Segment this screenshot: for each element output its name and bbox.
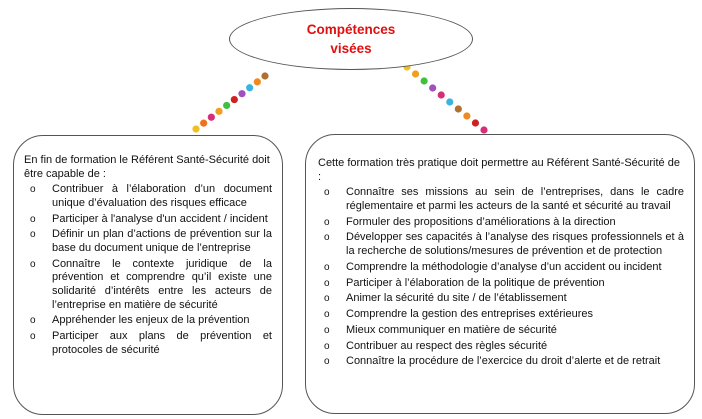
right-connector-dot [455,105,462,112]
bullet-icon: o [324,324,330,336]
left-connector-dot [238,90,245,97]
bullet-icon: o [324,277,330,289]
bullet-icon: o [324,293,330,305]
left-item-text: Participer à l'analyse d'un accident / incident [52,212,268,225]
bullet-icon: o [324,187,330,199]
right-bullet-list [318,186,684,369]
right-item-text: Comprendre la méthodologie d’analyse d’un accident ou incident [346,260,662,273]
title-oval [229,8,473,70]
right-list-item [318,308,684,322]
left-connector-dot [231,96,238,103]
right-connector-dot [429,84,436,91]
left-connector-dot [200,120,207,127]
bullet-icon: o [30,315,36,327]
right-connector-dot [480,126,487,133]
left-connector-dots [192,72,268,132]
bullet-icon: o [324,232,330,244]
left-list-item [24,314,272,328]
bullet-icon: o [30,331,36,343]
right-intro: Cette formation très pratique doit permettre au Référent Santé-Sécurité de : [318,157,680,183]
bullet-icon: o [30,229,36,241]
right-list-item [318,186,684,213]
right-item-text: Animer la sécurité du site / de l’établissement [346,292,567,305]
right-list-item [318,355,684,369]
left-list-item [24,183,272,210]
left-list-item [24,330,272,357]
left-item-text: Participer aux plans de prévention et protocoles de sécurité [52,330,272,356]
right-list-item [318,324,684,338]
left-list-item [24,258,272,312]
left-item-text: Contribuer à l’élaboration d’un document unique d’évaluation des risques efficace [52,183,272,209]
left-list-item [24,213,272,227]
right-list-item [318,216,684,230]
right-item-text: Participer à l’élaboration de la politique de prévention [346,276,605,289]
bullet-icon: o [324,309,330,321]
right-item-text: Développer ses capacités à l’analyse des risques professionnels et à la recherche de solutions/mesures de prévention et de protection [346,231,684,257]
right-connector-dot [412,70,419,77]
right-connector-dot [472,119,479,126]
right-list-item [318,292,684,306]
left-connector-dot [208,114,215,121]
right-item-text: Connaître la procédure de l’exercice du droit d’alerte et de retrait [346,355,661,368]
right-item-text: Formuler des propositions d’améliorations à la direction [346,215,616,228]
left-panel [13,135,283,415]
left-list-item [24,228,272,255]
left-item-text: Appréhender les enjeux de la prévention [52,314,250,327]
right-panel [305,134,695,414]
left-item-text: Définir un plan d’actions de prévention sur la base du document unique de l’entreprise [52,228,272,254]
left-connector-dot [254,78,261,85]
right-list-item [318,340,684,354]
right-connector-dot [463,112,470,119]
left-connector-dot [223,102,230,109]
bullet-icon: o [324,261,330,273]
right-connector-dot [438,91,445,98]
left-connector-dot [192,125,199,132]
bullet-icon: o [324,356,330,368]
bullet-icon: o [324,216,330,228]
right-item-text: Mieux communiquer en matière de sécurité [346,323,557,336]
bullet-icon: o [30,258,36,270]
left-bullet-list [24,183,272,357]
right-connector-dot [446,98,453,105]
right-list-item [318,231,684,258]
left-connector-dot [215,108,222,115]
right-list-item [318,261,684,275]
left-item-text: Connaître le contexte juridique de la prévention et comprendre qu’il existe une solidarité d’intérêts entre les acteurs de l’entreprise en matière de sécurité [52,257,272,311]
right-item-text: Connaître ses missions au sein de l’entreprises, dans le cadre réglementaire et parmi les acteurs de la santé et sécurité au travail [346,186,684,212]
left-connector-dot [261,72,268,79]
bullet-icon: o [30,213,36,225]
bullet-icon: o [324,340,330,352]
bullet-icon: o [30,184,36,196]
title-text: Compétences visées [306,22,396,56]
right-connector-dots [403,63,487,133]
right-connector-dot [421,77,428,84]
right-item-text: Comprendre la gestion des entreprises extérieures [346,308,594,321]
left-connector-dot [246,84,253,91]
right-item-text: Contribuer au respect des règles sécurité [346,339,548,352]
left-intro: En fin de formation le Référent Santé-Sécurité doit être capable de : [24,154,270,180]
right-list-item [318,277,684,291]
